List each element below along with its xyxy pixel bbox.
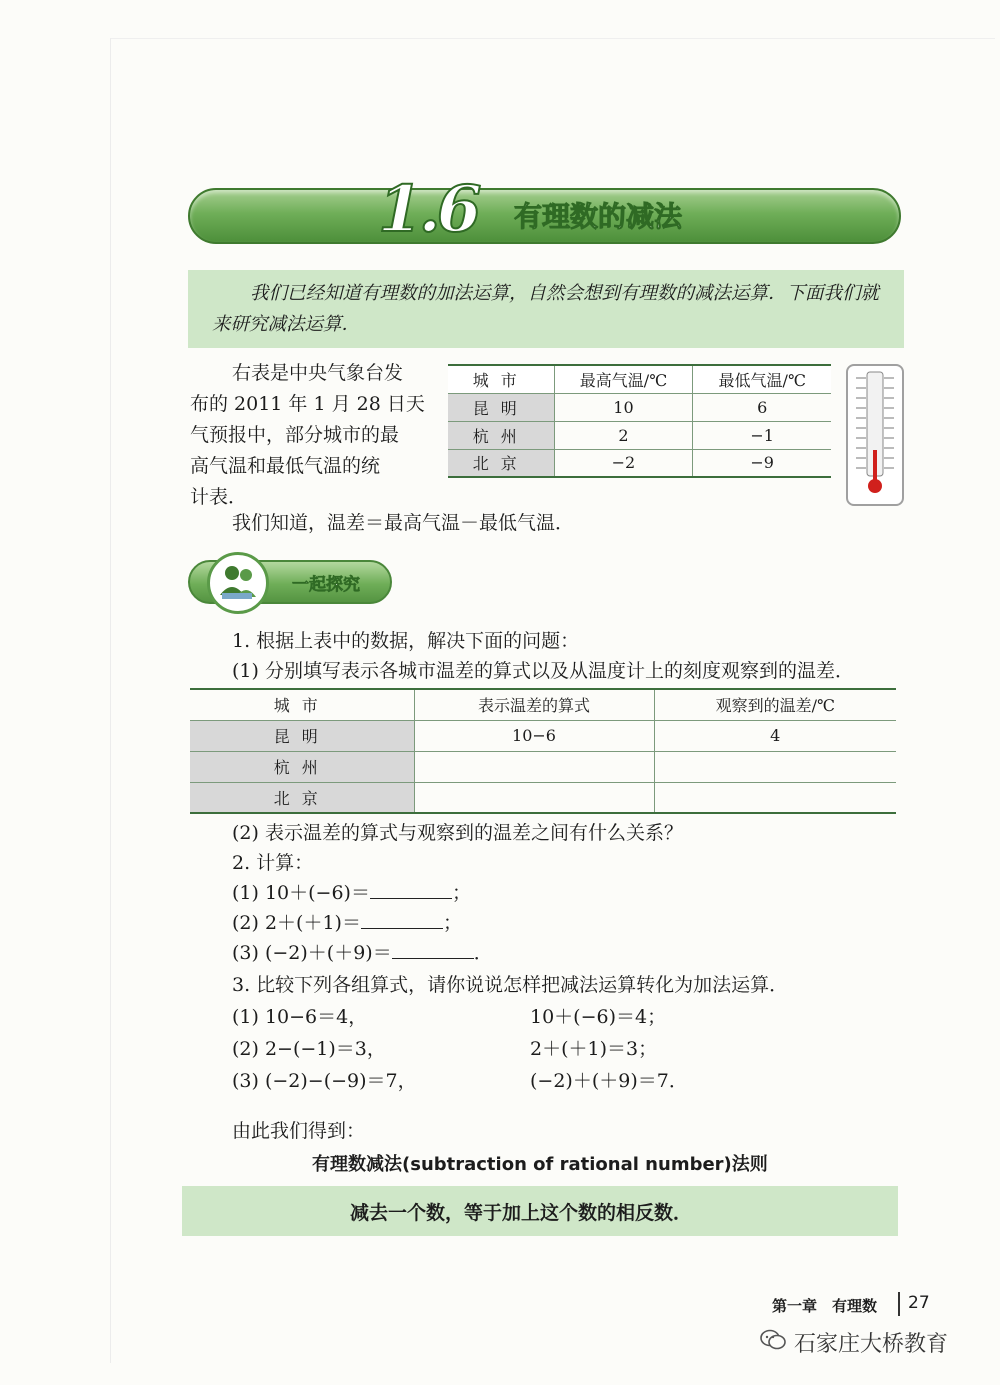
cell-diff: 4 bbox=[654, 720, 896, 751]
cell-low: 6 bbox=[693, 393, 831, 421]
question-2: 2. 计算： bbox=[232, 852, 314, 874]
fill-table bbox=[190, 688, 896, 814]
calc-expr: (2) 2＋(＋1)＝ bbox=[232, 912, 361, 934]
wechat-icon bbox=[760, 1329, 786, 1351]
calc-item bbox=[232, 908, 462, 939]
cell-low: −9 bbox=[693, 449, 831, 477]
thermometer-icon bbox=[846, 364, 904, 506]
table-row bbox=[448, 421, 831, 449]
cell-low: −1 bbox=[693, 421, 831, 449]
calc-expr: (3) (−2)＋(＋9)＝ bbox=[232, 942, 392, 964]
compare-right: 2＋(＋1)＝3； bbox=[530, 1038, 658, 1060]
compare-right: 10＋(−6)＝4； bbox=[530, 1006, 667, 1028]
answer-blank bbox=[370, 879, 452, 899]
table-row bbox=[190, 720, 896, 751]
cell-city: 杭州 bbox=[190, 751, 414, 782]
desc-line: 气预报中，部分城市的最 bbox=[190, 424, 400, 446]
compare-left: (2) 2−(−1)＝3， bbox=[232, 1038, 386, 1060]
table-row bbox=[448, 393, 831, 421]
cell-expr bbox=[414, 782, 654, 813]
compare-left: (1) 10−6＝4， bbox=[232, 1006, 368, 1028]
intro-text: 我们已经知道有理数的加法运算，自然会想到有理数的减法运算．下面我们就来研究减法运算． bbox=[212, 283, 880, 335]
col-header-low: 最低气温/℃ bbox=[693, 365, 831, 393]
calc-item bbox=[232, 878, 471, 909]
table-row bbox=[190, 751, 896, 782]
question-3: 3. 比较下列各组算式，请你说说怎样把减法运算转化为加法运算． bbox=[232, 974, 789, 996]
col-header-city: 城市 bbox=[448, 365, 554, 393]
cell-high: −2 bbox=[554, 449, 693, 477]
question-1-2: (2) 表示温差的算式与观察到的温差之间有什么关系？ bbox=[232, 822, 683, 844]
cell-expr bbox=[414, 751, 654, 782]
chapter-label: 第一章 有理数 bbox=[772, 1297, 878, 1315]
page-number: 27 bbox=[908, 1293, 930, 1313]
table-row bbox=[448, 449, 831, 477]
calc-end: ； bbox=[442, 912, 462, 934]
compare-left: (3) (−2)−(−9)＝7， bbox=[232, 1070, 417, 1092]
calc-item bbox=[232, 938, 493, 969]
cell-city: 昆明 bbox=[448, 393, 554, 421]
section-number: 1.6 bbox=[378, 172, 478, 247]
calc-expr: (1) 10＋(−6)＝ bbox=[232, 882, 370, 904]
cell-diff bbox=[654, 751, 896, 782]
cell-city: 北京 bbox=[448, 449, 554, 477]
desc-line: 计表． bbox=[190, 486, 248, 508]
section-title: 有理数的减法 bbox=[514, 200, 683, 233]
col-header-city: 城市 bbox=[190, 689, 414, 720]
footer-divider bbox=[898, 1292, 900, 1316]
table-header-row bbox=[448, 365, 831, 393]
answer-blank bbox=[361, 909, 443, 929]
conclusion-text: 由此我们得到： bbox=[232, 1120, 366, 1142]
cell-city: 北京 bbox=[190, 782, 414, 813]
watermark-text: 石家庄大桥教育 bbox=[794, 1332, 949, 1357]
question-1: 1. 根据上表中的数据，解决下面的问题： bbox=[232, 630, 580, 652]
rule-title: 有理数减法(subtraction of rational number)法则 bbox=[312, 1154, 768, 1175]
cell-high: 2 bbox=[554, 421, 693, 449]
question-1-1: (1) 分别填写表示各城市温差的算式以及从温度计上的刻度观察到的温差． bbox=[232, 660, 854, 682]
explore-label: 一起探究 bbox=[292, 575, 360, 595]
table-row bbox=[190, 782, 896, 813]
weather-table bbox=[448, 364, 831, 478]
temp-diff-text: 我们知道，温差＝最高气温－最低气温． bbox=[232, 512, 575, 534]
compare-right: (−2)＋(＋9)＝7． bbox=[530, 1070, 688, 1092]
col-header-expr: 表示温差的算式 bbox=[414, 689, 654, 720]
table-description bbox=[190, 358, 440, 513]
answer-blank bbox=[392, 939, 474, 959]
cell-city: 昆明 bbox=[190, 720, 414, 751]
col-header-high: 最高气温/℃ bbox=[554, 365, 693, 393]
desc-line: 布的 2011 年 1 月 28 日天 bbox=[190, 393, 425, 415]
desc-line: 高气温和最低气温的统 bbox=[190, 455, 381, 477]
rule-text: 减去一个数，等于加上这个数的相反数． bbox=[350, 1202, 693, 1224]
col-header-diff: 观察到的温差/℃ bbox=[654, 689, 896, 720]
cell-expr: 10−6 bbox=[414, 720, 654, 751]
cell-high: 10 bbox=[554, 393, 693, 421]
cell-city: 杭州 bbox=[448, 421, 554, 449]
cell-diff bbox=[654, 782, 896, 813]
table-header-row bbox=[190, 689, 896, 720]
calc-end: ； bbox=[451, 882, 471, 904]
calc-end: ． bbox=[473, 942, 493, 964]
students-icon bbox=[207, 552, 269, 614]
desc-line: 右表是中央气象台发 bbox=[232, 362, 404, 384]
